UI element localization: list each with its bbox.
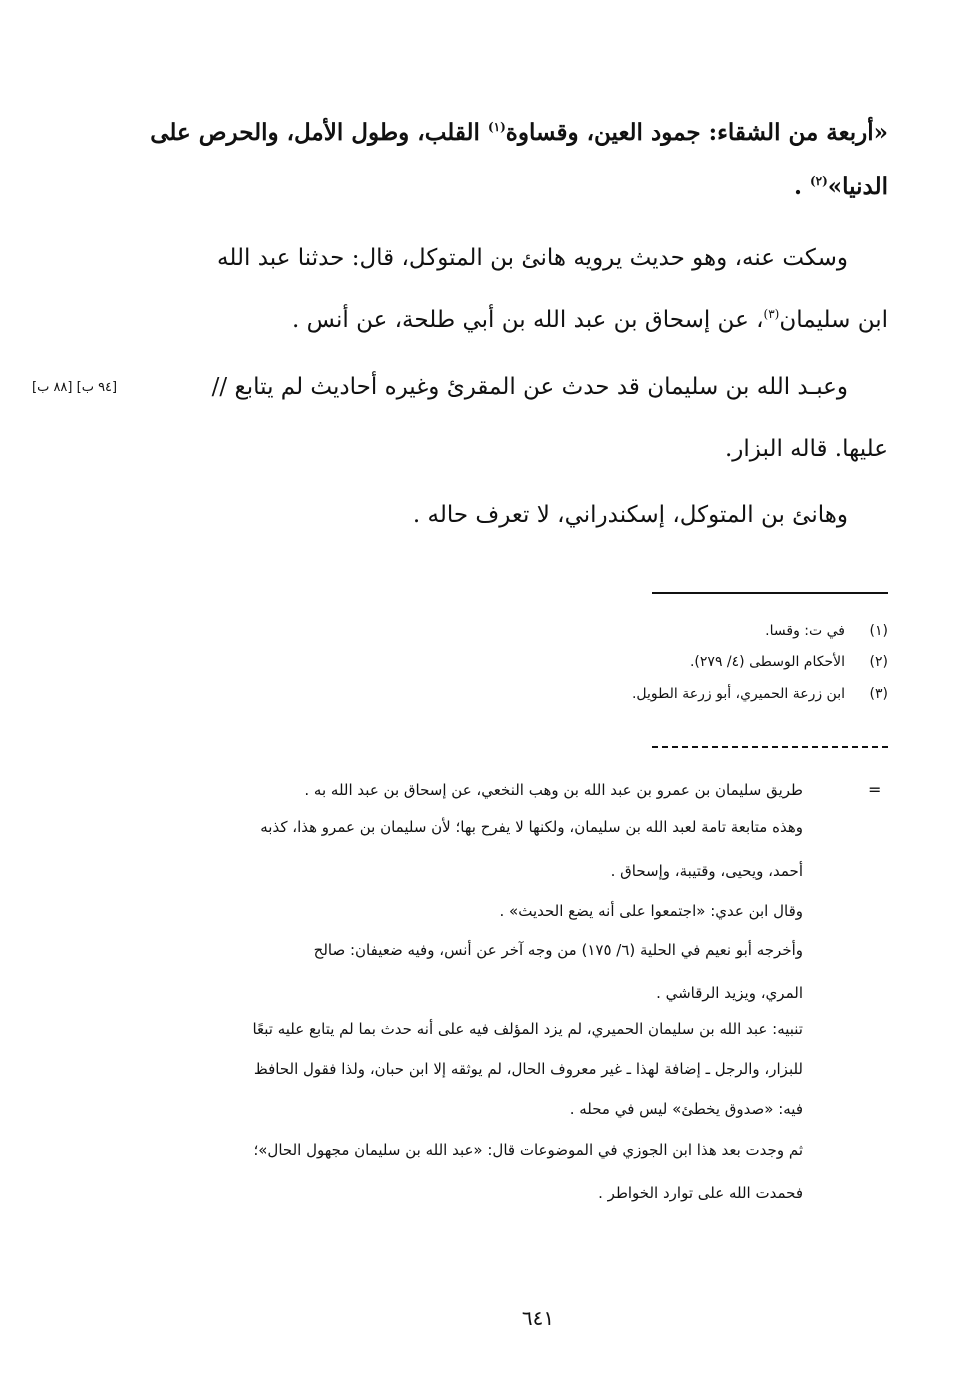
main-line-6-text: عليها. قاله البزار. (725, 436, 888, 462)
main-line-5-text: وعبـد الله بن سليمان قد حدث عن المقرئ وغيره أحاديث لم يتابع // (211, 374, 848, 400)
main-line-7-text: وهانئ بن المتوكل، إسكندراني، لا تعرف حاله . (412, 502, 848, 528)
main-line-3-text: وسكت عنه، وهو حديث يرويه هانئ بن المتوكل، قال: حدثنا عبد الله (217, 245, 848, 271)
continuation-line-9: فيه: «صدوق يخطئ» ليس في محله . (569, 1100, 803, 1118)
footnote-1-number: (١) (869, 623, 888, 639)
main-line-2 (794, 172, 888, 202)
main-line-6 (725, 434, 888, 464)
footnote-separator (652, 592, 888, 594)
main-line-4-rest: ، عن إسحاق بن عبد الله بن أبي طلحة، عن أنس . (292, 307, 764, 333)
footnote-2-number: (٢) (869, 654, 888, 670)
main-line-2-end: . (793, 173, 810, 200)
main-line-3 (217, 243, 848, 273)
main-line-4-text: ابن سليمان (779, 307, 888, 333)
footnote-2-text: الأحكام الوسطى (٤/ ٢٧٩). (689, 654, 845, 670)
manuscript-folio-note: [٩٤ ب] [٨٨ ب] (32, 380, 118, 395)
continuation-mark: = (868, 780, 882, 799)
continuation-line-4: وقال ابن عدي: «اجتمعوا على أنه يضع الحديث» . (499, 902, 803, 920)
page-number: ٦٤١ (521, 1306, 555, 1330)
continuation-separator (652, 746, 888, 748)
continuation-line-8: للبزار، والرجل ـ إضافة لهذا ـ غير معروف الحال، لم يوثقه إلا ابن حبان، ولذا فقول الحافظ (253, 1060, 803, 1078)
main-line-7 (413, 500, 848, 530)
main-line-5 (212, 372, 848, 402)
continuation-line-6: المري، ويزيد الرقاشي . (656, 984, 803, 1002)
continuation-line-7: تنبيه: عبد الله بن سليمان الحميري، لم يزد المؤلف فيه على أنه حدث بما لم يتابع عليه تبعًا (252, 1020, 803, 1038)
continuation-line-2: وهذه متابعة تامة لعبد الله بن سليمان، ولكنها لا يفرح بها؛ لأن سليمان بن عمرو هذا، كذبه (260, 818, 803, 836)
footnote-ref-3[interactable]: (٣) (763, 307, 780, 321)
main-line-4 (292, 305, 888, 335)
footnote-3-text: ابن زرعة الحميري، أبو زرعة الطويل. (631, 686, 845, 702)
continuation-line-3: أحمد، ويحيى، وقتيبة، وإسحاق . (610, 862, 803, 880)
footnote-1-text: في ت: وقسا. (765, 623, 845, 639)
footnote-ref-1[interactable]: (١) (487, 120, 506, 134)
main-line-2-text: الدنيا» (827, 173, 888, 200)
main-line-1 (150, 118, 888, 148)
footnote-3-number: (٣) (869, 686, 888, 702)
continuation-line-11: فحمدت الله على توارد الخواطر . (598, 1184, 803, 1202)
footnote-ref-2[interactable]: (٢) (809, 174, 828, 188)
main-line-1-text: «أربعة من الشقاء: جمود العين، وقساوة (505, 119, 888, 146)
continuation-line-1: طريق سليمان بن عمرو بن عبد الله بن وهب النخعي، عن إسحاق بن عبد الله به . (304, 781, 803, 799)
main-line-1-rest: القلب، وطول الأمل، والحرص على (150, 119, 488, 146)
continuation-line-10: ثم وجدت بعد هذا ابن الجوزي في الموضوعات قال: «عبد الله بن سليمان مجهول الحال»؛ (253, 1141, 803, 1159)
continuation-line-5: وأخرجه أبو نعيم في الحلية (٦/ ١٧٥) من وجه آخر عن أنس، وفيه ضعيفان: صالح (313, 941, 803, 959)
